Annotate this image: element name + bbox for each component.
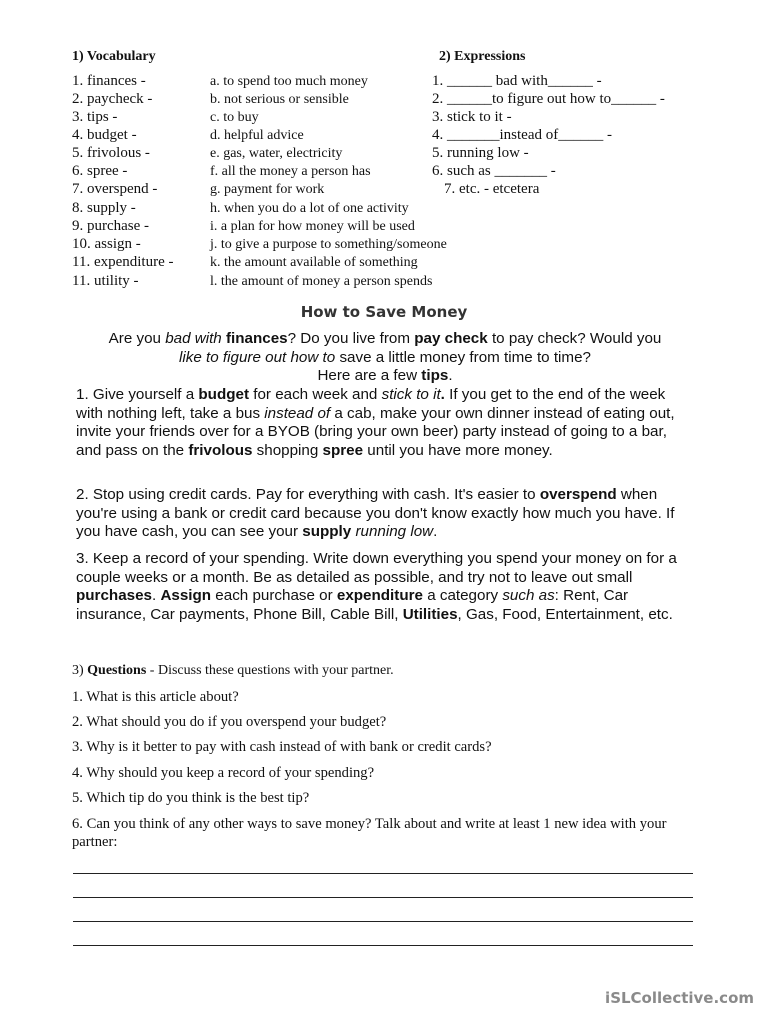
expression-item: 2. ______to figure out how to______ - <box>432 91 665 107</box>
question-item: 2. What should you do if you overspend your budget? <box>72 714 387 730</box>
article-paragraph-1: 1. Give yourself a budget for each week and stick to it. If you get to the end of the week with nothing left, take a bus instead of a cab, make your own dinner instead of eating out, invite your friends over for a BYOB (bring your own beer) party instead of going to a bar, and pass on the frivolous shopping spree until you have more money. <box>76 386 675 459</box>
vocab-term: 1. finances - <box>72 73 146 89</box>
vocab-definition: f. all the money a person has <box>210 164 371 179</box>
vocabulary-heading: 1) Vocabulary <box>72 49 156 64</box>
answer-line[interactable] <box>73 945 693 946</box>
question-item: 1. What is this article about? <box>72 689 239 705</box>
vocab-definition: e. gas, water, electricity <box>210 146 343 161</box>
question-item: 6. Can you think of any other ways to save money? Talk about and write at least 1 new idea with your partner: <box>72 816 667 850</box>
vocab-definition: i. a plan for how money will be used <box>210 219 415 234</box>
expression-item: 6. such as _______ - <box>432 163 556 179</box>
answer-line[interactable] <box>73 897 693 898</box>
vocab-term: 2. paycheck - <box>72 91 153 107</box>
article-title: How to Save Money <box>300 303 468 321</box>
vocab-definition: a. to spend too much money <box>210 74 368 89</box>
site-watermark: iSLCollective.com <box>605 989 754 1007</box>
expression-item: 1. ______ bad with______ - <box>432 73 602 89</box>
vocab-term: 5. frivolous - <box>72 145 150 161</box>
article-paragraph-2: 2. Stop using credit cards. Pay for everything with cash. It's easier to overspend when you're using a bank or credit card because you don't know exactly how much you have. If you have cash, you can see your supply running low. <box>76 486 675 540</box>
question-item: 5. Which tip do you think is the best tip? <box>72 790 310 806</box>
vocab-definition: h. when you do a lot of one activity <box>210 201 409 216</box>
questions-heading: 3) Questions - Discuss these questions with your partner. <box>72 663 394 678</box>
vocab-definition: c. to buy <box>210 110 259 125</box>
vocab-term: 11. expenditure - <box>72 254 174 270</box>
vocab-definition: k. the amount available of something <box>210 255 418 270</box>
vocab-term: 4. budget - <box>72 127 137 143</box>
article-paragraph-3: 3. Keep a record of your spending. Write down everything you spend your money on for a couple weeks or a month. Be as detailed as possible, and try not to leave out small purchases. Assign each purchase or expenditure a category such as: Rent, Car insurance, Car payments, Phone Bill, Cable Bill, Utilities, Gas, Food, Entertainment, etc. <box>76 550 677 623</box>
vocab-term: 7. overspend - <box>72 181 158 197</box>
expression-item: 5. running low - <box>432 145 529 161</box>
vocab-term: 3. tips - <box>72 109 118 125</box>
vocab-term: 8. supply - <box>72 200 136 216</box>
vocab-definition: d. helpful advice <box>210 128 304 143</box>
answer-line[interactable] <box>73 921 693 922</box>
vocab-term: 10. assign - <box>72 236 141 252</box>
vocab-definition: b. not serious or sensible <box>210 92 349 107</box>
expression-item: 4. _______instead of______ - <box>432 127 612 143</box>
vocab-term: 11. utility - <box>72 273 139 289</box>
expressions-heading: 2) Expressions <box>439 49 526 64</box>
answer-line[interactable] <box>73 873 693 874</box>
question-item: 3. Why is it better to pay with cash instead of with bank or credit cards? <box>72 739 492 755</box>
vocab-term: 9. purchase - <box>72 218 150 234</box>
vocab-definition: j. to give a purpose to something/someone <box>210 237 447 252</box>
expression-item: 3. stick to it - <box>432 109 512 125</box>
expression-item: 7. etc. - etcetera <box>444 181 540 197</box>
question-item: 4. Why should you keep a record of your spending? <box>72 765 375 781</box>
vocab-term: 6. spree - <box>72 163 128 179</box>
vocab-definition: l. the amount of money a person spends <box>210 274 433 289</box>
vocab-definition: g. payment for work <box>210 182 325 197</box>
article-intro: Are you bad with finances? Do you live from pay check to pay check? Would you like to figure out how to save a little money from time to time? Here are a few tips. <box>108 330 662 384</box>
